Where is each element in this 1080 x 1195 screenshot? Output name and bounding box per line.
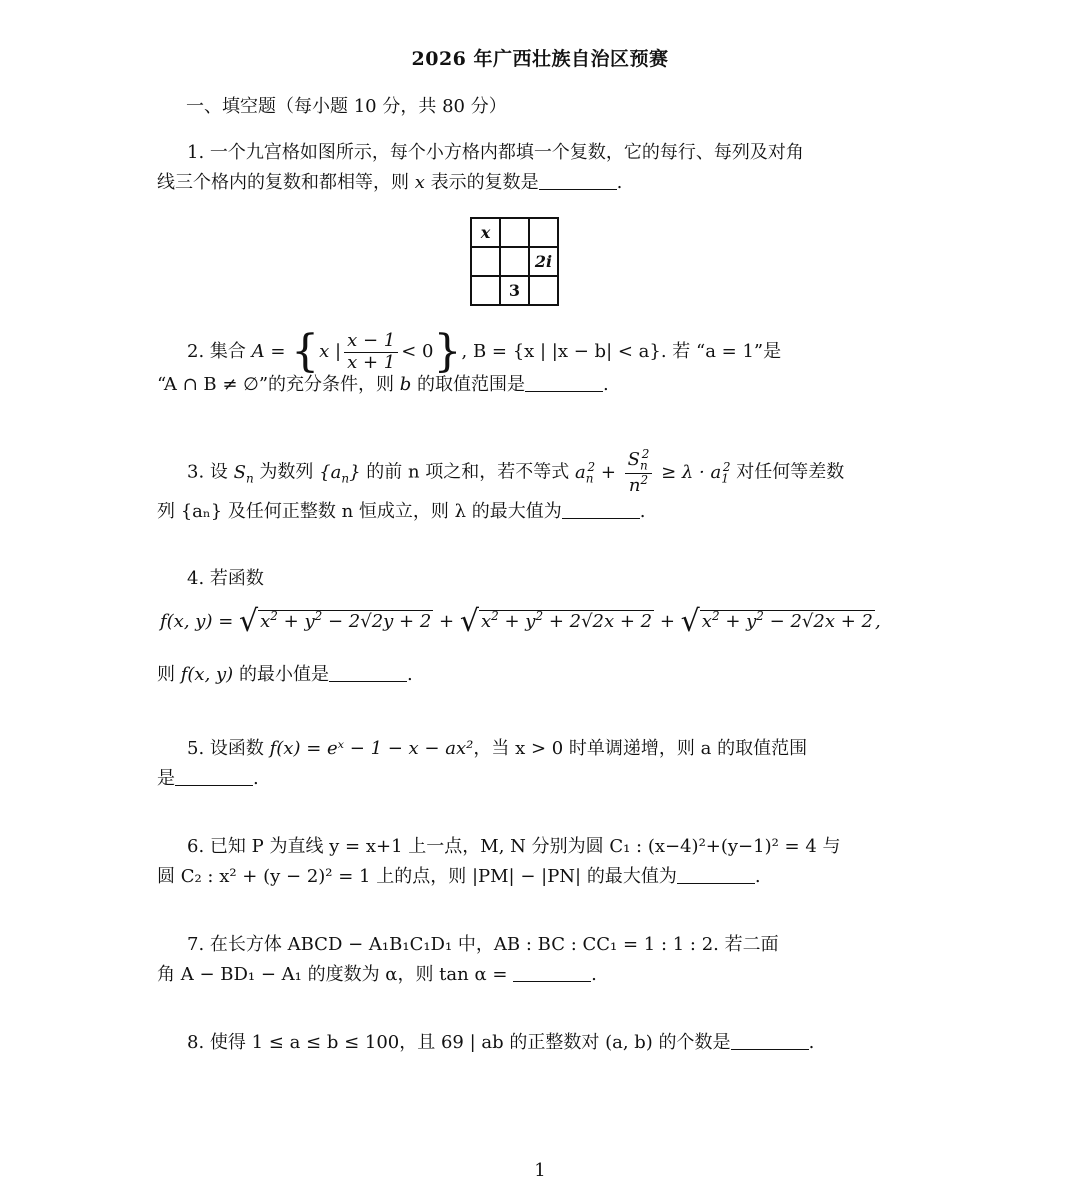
problem-3-text-line2: 列 {aₙ} 及任何正整数 n 恒成立，则 λ 的最大值为 xyxy=(157,501,562,523)
problem-1-end: . xyxy=(616,172,623,193)
grid-cell xyxy=(500,247,529,276)
problem-1-line-2 xyxy=(157,168,879,198)
problem-2-set-a-post: < 0 xyxy=(401,341,434,362)
problem-1-text-a: 线三个格内的复数和都相等，则 xyxy=(157,172,415,193)
problem-2-line-2 xyxy=(157,370,879,400)
answer-blank-2[interactable] xyxy=(525,373,603,392)
grid-cell: 2i xyxy=(529,247,558,276)
problem-6-text-line2: 圆 C₂ : x² + (y − 2)² = 1 上的点，则 |PM| − |PN| 的最大值为 xyxy=(157,866,677,887)
problem-6 xyxy=(157,832,879,892)
problem-4-tail-a: 则 xyxy=(157,664,181,685)
grid-cell xyxy=(500,218,529,247)
problem-2-set-b: , B = {x | |x − b| < a}. 若 “a = 1”是 xyxy=(461,341,782,362)
grid-cell xyxy=(529,276,558,305)
problem-7-line-2 xyxy=(157,960,879,990)
page-title: 2026 年广西壮族自治区预赛 xyxy=(411,48,669,70)
problem-3-text-2: 的前 n 项之和，若不等式 xyxy=(360,461,576,483)
problem-2-end: . xyxy=(603,374,609,395)
problem-3 xyxy=(157,448,879,527)
problem-8-line-1 xyxy=(157,1028,879,1058)
grid-cell xyxy=(471,247,500,276)
problem-2-set-a-name: A xyxy=(251,341,265,362)
problem-4 xyxy=(157,564,879,594)
grid-row xyxy=(471,276,558,305)
problem-3-line-1 xyxy=(157,448,879,497)
problem-3-text-3: 对任何等差数 xyxy=(730,461,845,483)
problem-4-lead: 4. 若函数 xyxy=(187,568,264,589)
problem-5-fn: f(x) = eˣ − 1 − x − ax² xyxy=(269,738,474,759)
grid-cell: 3 xyxy=(500,276,529,305)
problem-2-var: b xyxy=(399,374,412,395)
problem-7-end: . xyxy=(591,964,597,985)
answer-blank-7[interactable] xyxy=(513,963,591,982)
section-heading: 一、填空题（每小题 10 分，共 80 分） xyxy=(186,96,507,117)
problem-2-set-a-pre: x | xyxy=(319,341,342,362)
nine-grid xyxy=(470,217,559,306)
problem-2-fraction xyxy=(344,331,398,373)
problem-3-text-1: 为数列 xyxy=(253,461,320,483)
problem-5-end: . xyxy=(253,768,259,789)
problem-1-text-b: 表示的复数是 xyxy=(424,172,539,193)
answer-blank-4[interactable] xyxy=(329,663,407,682)
problem-3-sn: $S_n$ xyxy=(233,461,254,486)
problem-6-line-2 xyxy=(157,862,879,892)
problem-3-lead: 3. 设 xyxy=(187,461,234,483)
problem-5-line-1 xyxy=(157,734,879,764)
left-brace-icon: { xyxy=(291,326,320,377)
problem-2 xyxy=(157,326,879,400)
problem-5-line-2 xyxy=(157,764,879,794)
problem-4-line-tail xyxy=(157,660,879,690)
problem-8-text: 8. 使得 1 ≤ a ≤ b ≤ 100，且 69 | ab 的正整数对 (a, b) 的个数是 xyxy=(187,1032,731,1053)
fraction-numerator: x − 1 xyxy=(344,331,398,353)
problem-4-tail-fn: f(x, y) xyxy=(180,664,234,685)
page-number: 1 xyxy=(534,1160,546,1181)
problem-1-line-1: 1. 一个九宫格如图所示，每个小方格内都填一个复数，它的每行、每列及对角 xyxy=(187,142,804,163)
problem-2-text-a: “A ∩ B ≠ ∅”的充分条件，则 xyxy=(157,374,400,395)
problem-5-text-line2: 是 xyxy=(157,768,175,789)
problem-8-end: . xyxy=(808,1032,815,1053)
problem-7-text-line2: 角 A − BD₁ − A₁ 的度数为 α，则 tan α = xyxy=(157,964,514,985)
problem-7-line-1: 7. 在长方体 ABCD − A₁B₁C₁D₁ 中，AB : BC : CC₁ = 1 : 1 : 2. 若二面 xyxy=(187,934,779,955)
answer-blank-3[interactable] xyxy=(562,500,640,519)
problem-6-line-1: 6. 已知 P 为直线 y = x+1 上一点，M, N 分别为圆 C₁ : (x−4)²+(y−1)² = 4 与 xyxy=(187,836,841,857)
problem-4-formula: f(x, y) = √ $x^2 + y^2 - 2√2y + 2$ + √ $x^2 + y^2 + 2√2x + 2$ + √ $x^2 + y^2 - 2√2x + 2$ , xyxy=(160,604,881,639)
problem-2-line-1: 2. 集合 A = {x | $\frac{x - 1}{x + 1}$ < 0}, B = {x | |x − b| < a}. 若 “a = 1”是 xyxy=(187,326,782,377)
grid-cell: x xyxy=(471,218,500,247)
problem-3-inequality: $a_n^2$ + $\frac{S_n^2}{n^2}$ ≥ $\lambda \cdot a_1^2$ xyxy=(575,447,731,497)
answer-blank-6[interactable] xyxy=(677,865,755,884)
grid-row xyxy=(471,218,558,247)
problem-5-text-a: 5. 设函数 xyxy=(187,738,270,759)
problem-7 xyxy=(157,930,879,990)
problem-2-text-b: 的取值范围是 xyxy=(411,374,526,395)
grid-cell xyxy=(471,276,500,305)
problem-3-line-2 xyxy=(157,497,879,527)
problem-4-tail xyxy=(157,660,879,690)
problem-5 xyxy=(157,734,879,794)
problem-1 xyxy=(157,138,879,198)
problem-4-tail-b: 的最小值是 xyxy=(233,664,329,685)
problem-1-var: x xyxy=(414,172,425,193)
problem-6-end: . xyxy=(754,866,761,887)
problem-3-seq: $\{a_n\}$ xyxy=(319,461,361,486)
problem-3-end: . xyxy=(639,501,646,523)
grid-cell xyxy=(529,218,558,247)
problem-5-text-b: ，当 x > 0 时单调递增，则 a 的取值范围 xyxy=(473,738,808,759)
problem-2-lead: 2. 集合 xyxy=(187,341,252,362)
answer-blank-5[interactable] xyxy=(175,767,253,786)
problem-4-end: . xyxy=(406,664,413,685)
answer-blank-1[interactable] xyxy=(539,171,617,190)
right-brace-icon: } xyxy=(433,326,462,377)
answer-blank-8[interactable] xyxy=(731,1031,809,1050)
fraction-denominator: x + 1 xyxy=(347,351,396,373)
problem-8 xyxy=(157,1028,879,1058)
grid-row xyxy=(471,247,558,276)
